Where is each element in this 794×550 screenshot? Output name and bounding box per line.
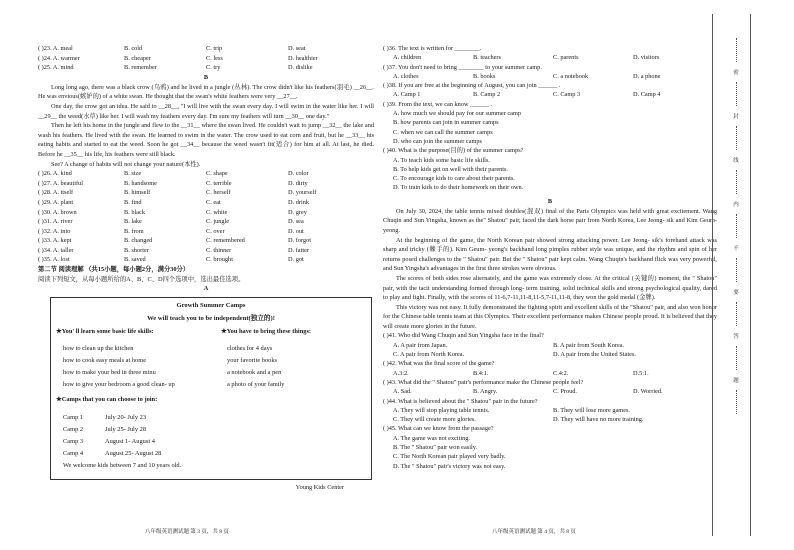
thing-item: a notebook and a pen [227,369,282,377]
option: A. Sad. [393,388,412,396]
passage-paragraph: The scores of both sides rose alternately, and the game was extremely close. At the critical (关键的) moment, the " Shatou" pair, with the tacit understanding formed through long- term training, solid technical skills and strong psychological quality, dared to play and fight. Finally, with the scores of 11-6,7-11,11-8,11-5,7-11,11-8, they won the gold medal (金牌). [383,274,717,302]
question [383,378,717,397]
question-row [38,246,374,256]
option-c: C. terrible [206,179,232,187]
option-d: D. grey [288,208,307,216]
section-a-title: A [203,285,209,293]
option: C. They will create more glories. [393,416,476,424]
passage-b-table-tennis [383,207,717,332]
page-footer-right: 八年级英语测试题 第 4 页，共 8 页 [492,529,576,535]
question-number: ( )31. A. river [38,218,73,226]
option: C. The North Korean pair played very badly. [393,453,506,461]
option: B. They will lose more games. [553,406,631,414]
question-stem: ( )39. From the text, we can know ______ . [383,100,493,108]
questions-41-45 [383,331,717,470]
option-d: D. dislike [288,64,313,72]
option-c: C. less [206,54,223,62]
option: A. clothes [393,72,419,80]
question-row [38,44,374,54]
option: A. how much we should pay for our summer camp [393,110,522,118]
option-c: C. thinner [206,246,232,254]
question [383,100,717,146]
option-b: B. size [124,170,142,178]
ad-welcome: We welcome kids between 7 and 10 years old. [63,462,182,470]
options-row [383,415,717,424]
left-column [38,44,374,493]
option-c: C. trip [206,45,223,52]
option-c: C. brought [206,256,233,264]
option-c: C. try [206,64,221,72]
question-number: ( )35. A. lost [38,256,70,264]
option: C. when we can call the summer camps [393,128,493,136]
question-number: ( )33. A. kept [38,237,72,245]
option-b: B. changed [124,237,153,245]
question-row [38,179,374,189]
question-number: ( )30. A. brown [38,208,77,216]
seal-line-notice [728,38,744,508]
option-b: B. himself [124,189,151,197]
option: C.4:2. [553,369,569,377]
question-stem: ( )36. The text is written for ________. [383,45,482,52]
option-d: D. fatter [288,246,309,254]
option-c: C. white [206,208,228,216]
skills-heading: ★You' ll learn some basic life skills: [56,328,154,336]
option-d: D. out [288,227,304,235]
camp-dates: July 25- July 28 [105,426,147,434]
dotted-line [736,170,737,194]
option-b: B. cheaper [124,54,151,62]
option: B. Angry. [473,388,498,396]
skill-item: how to clean up the kitchen [63,345,134,353]
option-d: D. healthier [288,54,318,62]
question-stem: ( )38. If you are free at the beginning of August, you can join ______ . [383,82,561,90]
ad-subtitle: We will teach you to be independent(独立的)! [147,314,275,322]
option: A.3:2. [393,369,409,377]
margin-divider-line [712,14,713,536]
options-list [383,434,717,471]
seal-character: 题 [733,378,739,384]
option: A. A pair from Japan. [393,341,448,349]
option: A. The game was not exciting. [393,434,471,442]
question-stem: ( )41. Who did Wang Chuqin and Sun Yingsha face in the final? [383,332,544,340]
options-row [383,369,717,378]
option-d: D. got [288,256,304,264]
option-c: C. over [206,227,225,235]
camp-name: Camp 2 [63,426,84,434]
question-number: ( )24. A. warmer [38,54,80,62]
section-b-title-right: B [547,197,553,205]
page-footer-left: 八年级英语测试题 第 3 页，共 8 页 [145,529,229,535]
question-number: ( )32. A. into [38,227,71,235]
ad-signature: Young Kids Center [295,484,344,492]
question [383,146,717,192]
question-row [38,236,374,246]
thing-item: a photo of your family [227,381,285,389]
question-stem: ( )40. What is the purpose(目的) of the summer camps? [383,147,524,155]
dotted-line [736,214,737,238]
option: B. Camp 2 [473,91,501,99]
option-b: B. saved [124,256,146,264]
options-row [383,90,717,99]
option: A. Camp 1 [393,91,421,99]
option: B. To help kids get on well with their parents. [393,165,509,173]
option: C. a notebook [553,72,589,80]
question-stem: ( )43. What did the " Shatou" pair's performance make the Chinese people feel? [383,378,584,386]
option-d: D. seat [288,45,306,52]
summer-camps-ad [50,297,372,480]
question [383,397,717,425]
ad-title: Growth Summer Camps [176,302,246,310]
question-stem: ( )37. You don't need to bring ________ to your summer camp. [383,63,542,71]
passage-paragraph: See? A change of habits will not change your nature(本性). [51,160,201,168]
option-b: B. lake [124,218,142,226]
option: A. They will stop playing table tennis. [393,406,490,414]
passage-paragraph: One day, the crow got an idea. He said to __28__, "I will live with the swan every day. I will swim in the water like her. I will __29__ the weed(水草) like her. I will wash my feathers every day. I'm sure my feathers will turn __30__ one day." [38,102,374,120]
option-c: C. shape [206,170,228,178]
seal-character: 封 [733,114,739,120]
seal-character: 密 [733,70,739,76]
option-b: B. black [124,208,145,216]
option: D. The " Shatou" pair's victory was not easy. [393,462,506,470]
section-b-title: B [203,73,209,81]
option: C. To encourage kids to care about their parents. [393,175,515,183]
option-d: D. color [288,170,309,178]
seal-character: 要 [733,290,739,296]
option-b: B. from [124,227,144,235]
option: B. A pair from South Korea. [553,341,625,349]
dotted-line [736,346,737,370]
question-group-26-35 [38,169,374,265]
option: C. Camp 3 [553,91,581,99]
option-c: C. eat [206,198,221,206]
passage-paragraph: On July 30, 2024, the table tennis mixed doubles(混双) final of the Paris Olympics was held with great excitement. Wang Chuqin and Sun Yingsha, known as the" Shatou" pair, faced the dark horse pair from North Korea, Lee Jeong- sik and Kim Geum- yeong. [383,207,717,234]
option-d: D. drink [288,198,309,206]
options-row [383,341,717,350]
option: D. a phone [633,72,661,80]
question-number: ( )29. A. plant [38,198,74,206]
option: A. children [393,54,422,62]
options-row [383,72,717,81]
option-b: B. find [124,198,142,206]
question [383,424,717,470]
camp-name: Camp 4 [63,450,84,458]
question [383,44,717,63]
question-number: ( )34. A. taller [38,246,74,254]
question [383,63,717,82]
option: B. books [473,72,496,80]
skill-item: how to cook easy meals at home [63,357,147,365]
option: C. parents [553,54,579,62]
thing-item: clothes for 4 days [227,345,273,353]
passage-paragraph: This victory was not easy. It fully demonstrated the fighting spirit and excellent skills of the "Shatou" pair, and also won honor for the Chinese table tennis team at this Olympics. Their excellent performance makes Chinese people proud. It is believed that they will create more glories in the future. [383,303,717,330]
camp-dates: July 20- July 23 [105,414,147,422]
question-row [38,63,374,73]
option: D. Worried. [633,388,663,396]
passage-paragraph: Then he left his home in the jungle and flew to the __31__ where the swan lived. He couldn't wait to jump __32__ the lake and wash his feathers. He lived with the swan. He learned to swim in the water. The crow used to eat corn and fruit, but he __33__ his eating habits and started to eat the weed. Soon he got __34__ because the weed wasn't fit(适合) for him at all. At last, he died. Before he __35__ his life, his feathers were still black. [38,122,374,158]
question-row [38,169,374,179]
binding-line [750,14,751,536]
seal-character: 内 [733,202,739,208]
passage-paragraph: At the beginning of the game, the North Korean pair showed strong attacking power. Lee Jeong- sik's forehand attack was sharp and tricky (棘手的). Kim Geum- yeong's backhand long pimples rubber style was unique, and the rhythm and spin of her returns posed challenges to the " Shatou" pair. But the " Shatou" pair kept calm. Wang Chuqin's backhand flick was very powerful, and Sun Yingsha's advantages in the first three strokes were obvious. [383,236,717,273]
question-row [38,227,374,237]
passage-paragraph: Long long ago, there was a black crow (乌鸦) and he lived in a jungle (丛林). The crow didn't like his feathers(羽毛) __26__. He was envious(嫉妒的) of a white swan. He thought that the swan's white feathers were very __27__. [38,83,374,101]
skill-item: how to give your bedroom a good clean- up [63,381,175,389]
camps-heading: ★Camps that you can choose to join: [56,396,158,404]
skill-item: how to make your bed in three minu [63,369,156,377]
camp-name: Camp 3 [63,438,84,446]
seal-character: 不 [733,246,739,252]
options-row [383,53,717,62]
options-list [383,109,717,146]
option: C. Proud. [553,388,577,396]
option: B. teachers [473,54,501,62]
passage-b-crow [38,83,374,169]
option-d: D. forgot [288,237,311,245]
option: B. how parents can join in summer camps [393,119,499,127]
option: D.5:1. [633,369,649,377]
section2-instruction: 阅读下列短文，从每小题所给的A、B、C、D四个选项中，选出最佳选项。 [38,275,245,283]
dotted-line [736,82,737,106]
question-stem: ( )44. What is believed about the " Shatou" pair in the future? [383,397,538,405]
dotted-line [736,38,737,62]
question-number: ( )27. A. beautiful [38,179,83,187]
question-row [38,198,374,208]
option: D. who can join the summer camps [393,137,483,145]
option-d: D. dirty [288,179,308,187]
option: B. The " Shatou" pair won easily. [393,444,478,452]
question-stem: ( )42. What was the final score of the game? [383,360,495,368]
question-row [38,217,374,227]
option-b: B. shorter [124,246,149,254]
options-row [383,387,717,396]
question [383,81,717,100]
option-b: B. remember [124,64,157,72]
question-row [38,188,374,198]
options-row [383,406,717,415]
seal-character: 答 [733,334,739,340]
option: D. To train kids to do their homework on their own. [393,184,524,192]
option-d: D. sea [288,218,304,226]
question-number: ( )26. A. kind [38,170,72,178]
option: A. To teach kids some basic life skills. [393,156,490,164]
dotted-line [736,126,737,150]
option-c: C. jungle [206,218,230,226]
right-column [383,44,717,471]
dotted-line [736,258,737,282]
option-b: B. cold [124,45,143,52]
question-group-23-25 [38,44,374,73]
question-number: ( )28. A. itself [38,189,74,197]
question [383,331,717,359]
dotted-line [736,302,737,326]
thing-item: your favorite books [227,357,278,365]
question-number: ( )23. A. meal [38,45,73,52]
section2-title: 第二节 阅读理解 （共15小题，每小题2分，满分30分） [38,266,190,274]
options-row [383,350,717,359]
camp-name: Camp 1 [63,414,84,422]
dotted-line [736,390,737,414]
question-row [38,54,374,64]
question-row [38,255,374,265]
seal-character: 线 [733,158,739,164]
question-number: ( )25. A. mind [38,64,74,72]
option: D. They will have no more training. [553,416,644,424]
camp-dates: August 25- August 28 [105,450,162,458]
things-heading: ★You have to bring these things: [221,328,312,336]
question-stem: ( )45. What can we know from the passage? [383,425,494,433]
option: C. A pair from North Korea. [393,351,465,359]
options-list [383,156,717,193]
option-c: C. remembered [206,237,245,245]
questions-36-40 [383,44,717,193]
camp-dates: August 1- August 4 [105,438,155,446]
question-row [38,208,374,218]
option-b: B. handsome [124,179,157,187]
option: D. A pair from the United States. [553,351,636,359]
option-c: C. herself [206,189,231,197]
option: B.4:1. [473,369,489,377]
option-d: D. yourself [288,189,317,197]
option: D. visitors [633,54,660,62]
question [383,359,717,378]
option: D. Camp 4 [633,91,661,99]
